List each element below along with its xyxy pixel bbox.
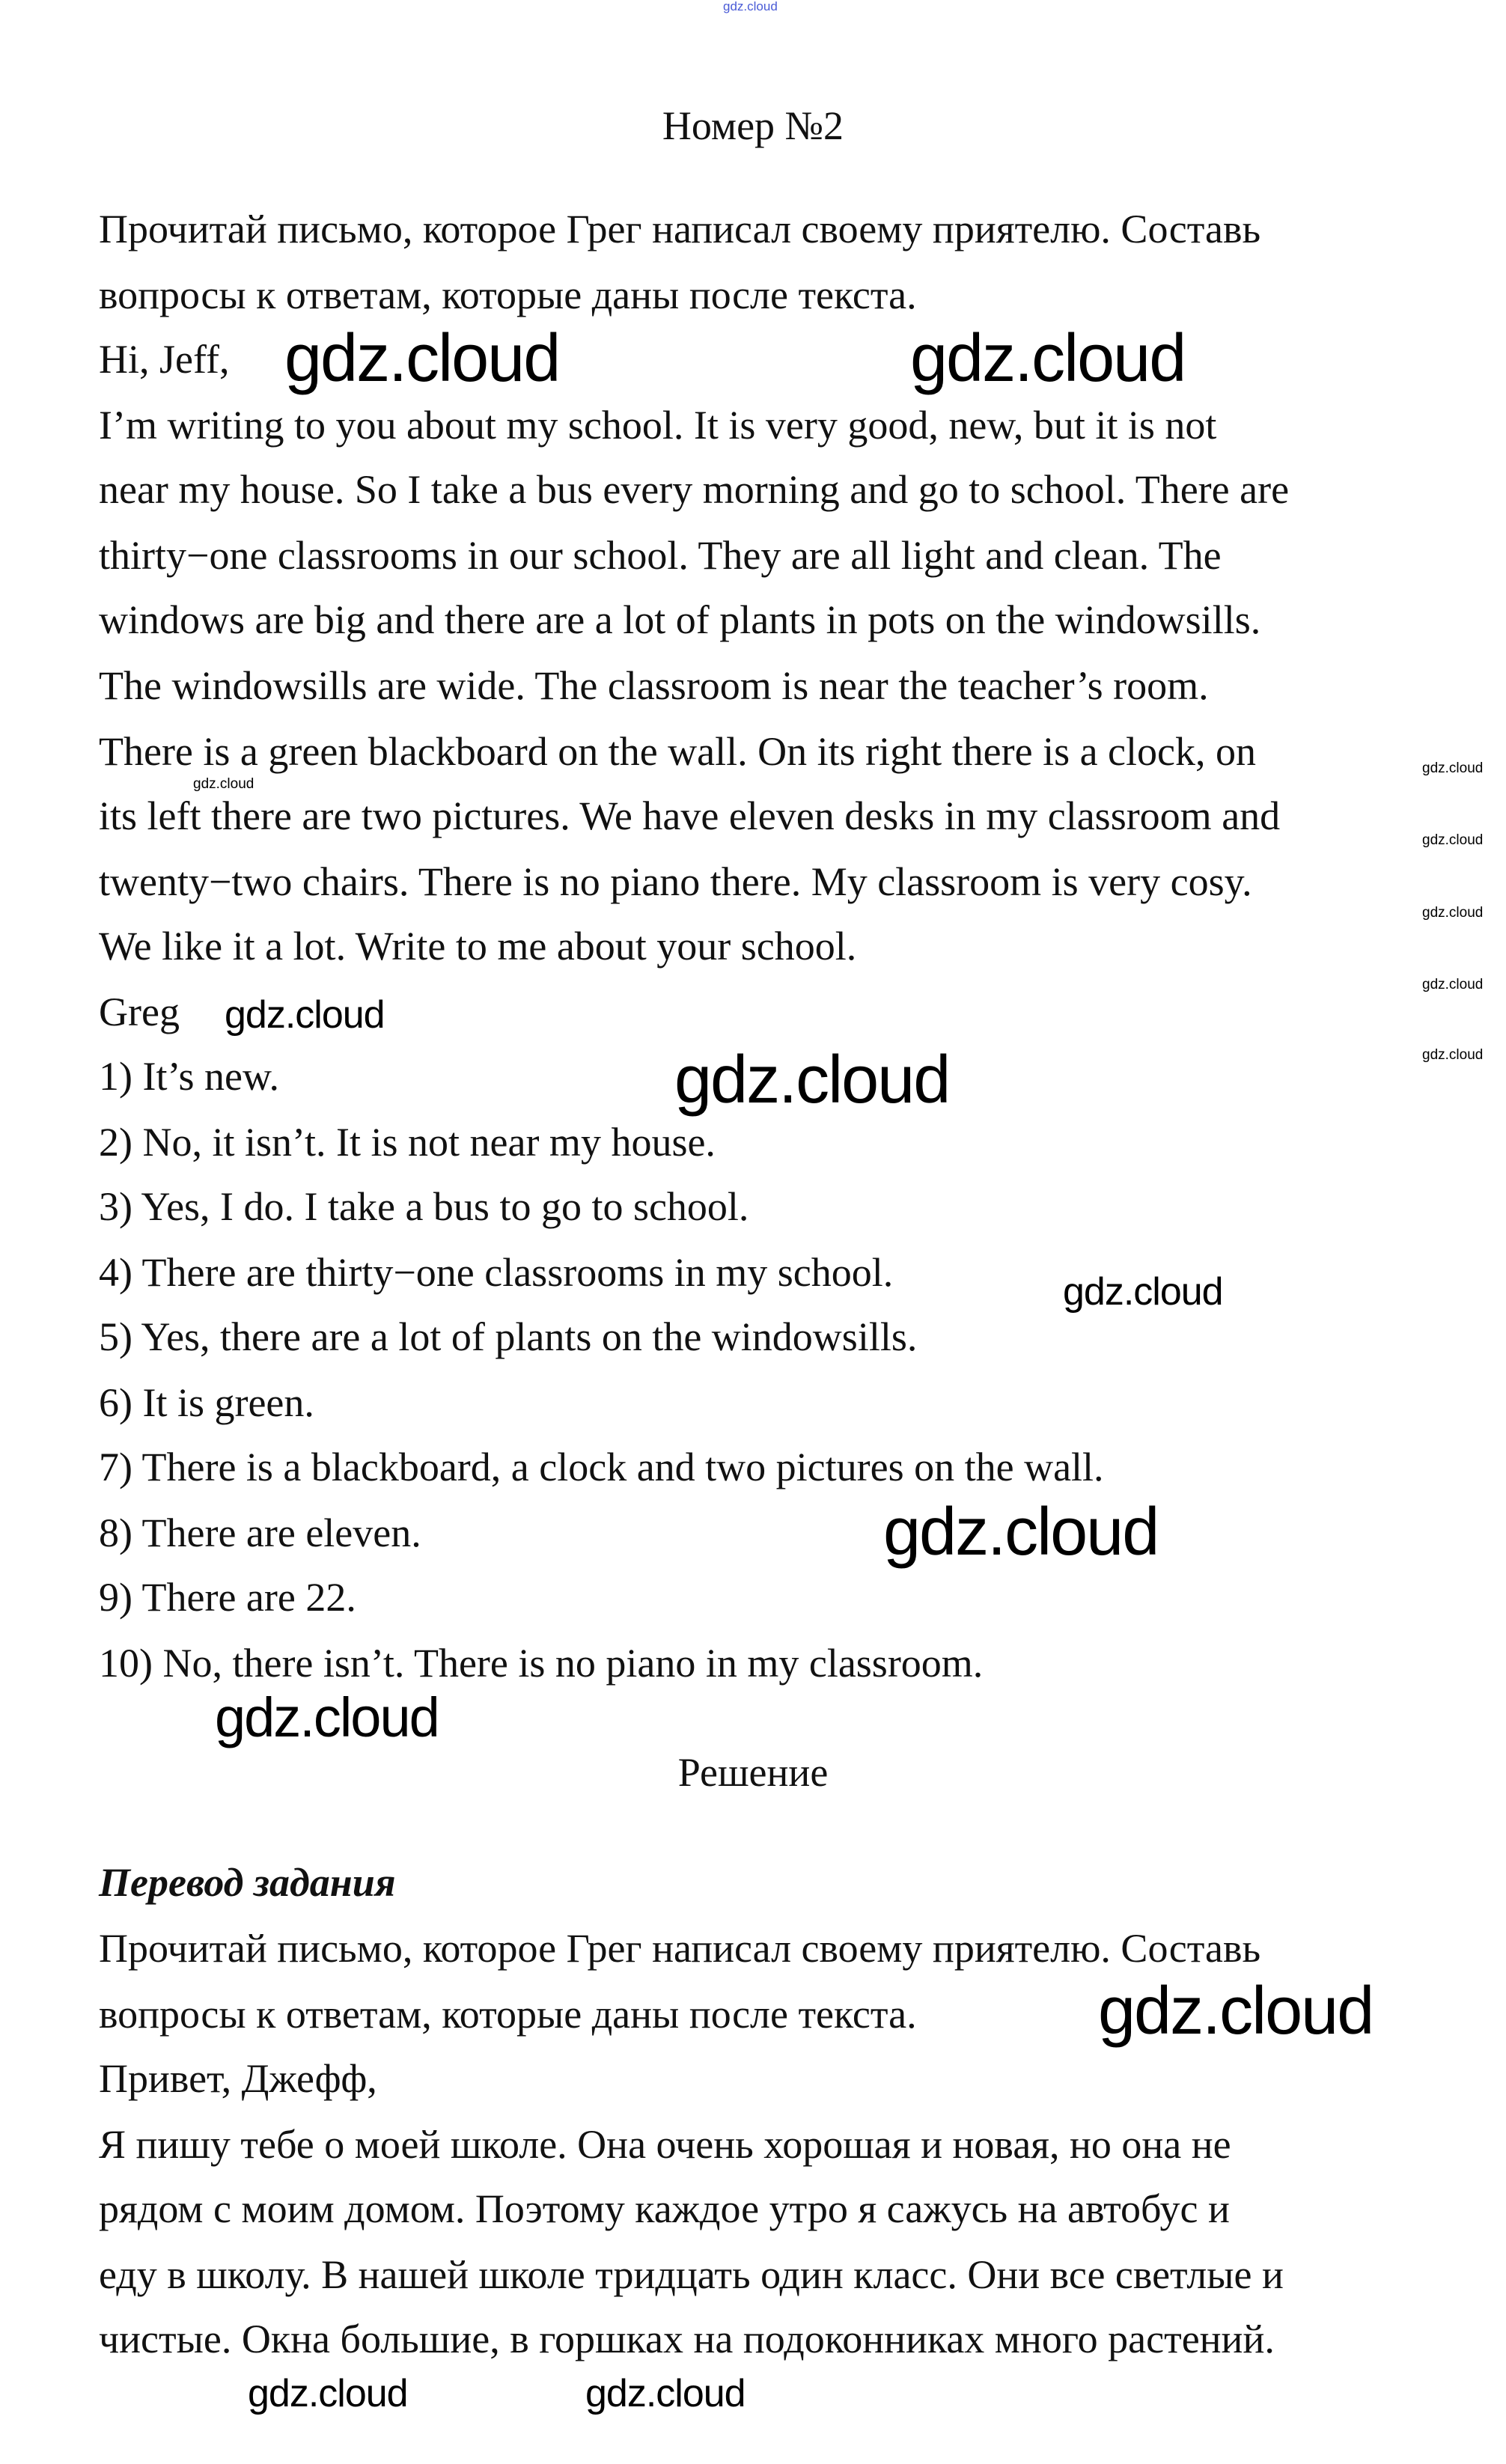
watermark: gdz.cloud: [910, 321, 1186, 396]
translation-line: чистые. Окна большие, в горшках на подоконниках много растений.: [99, 2317, 1275, 2361]
watermark: gdz.cloud: [1422, 977, 1484, 992]
letter-line: I’m writing to you about my school. It is very good, new, but it is not: [99, 403, 1217, 448]
translation-heading: Перевод задания: [99, 1860, 396, 1905]
translation-line: рядом с моим домом. Поэтому каждое утро я сажусь на автобус и: [99, 2186, 1230, 2231]
letter-line: The windowsills are wide. The classroom is near the teacher’s room.: [99, 663, 1209, 708]
letter-line: We like it a lot. Write to me about your school.: [99, 924, 857, 969]
answer-item: 6) It is green.: [99, 1380, 314, 1425]
watermark: gdz.cloud: [883, 1495, 1159, 1570]
watermark: gdz.cloud: [1063, 1270, 1223, 1314]
watermark: gdz.cloud: [1422, 832, 1484, 848]
answer-item: 7) There is a blackboard, a clock and two pictures on the wall.: [99, 1445, 1104, 1489]
letter-line: twenty−two chairs. There is no piano there. My classroom is very cosy.: [99, 859, 1252, 904]
answer-item: 5) Yes, there are a lot of plants on the windowsills.: [99, 1314, 918, 1359]
answer-item: 10) No, there isn’t. There is no piano in my classroom.: [99, 1641, 984, 1686]
letter-signature: Greg: [99, 989, 180, 1034]
letter-line: near my house. So I take a bus every morning and go to school. There are: [99, 467, 1290, 512]
task-line: Прочитай письмо, которое Грег написал своему приятелю. Составь: [99, 207, 1261, 251]
page-title: Номер №2: [662, 103, 844, 148]
watermark: gdz.cloud: [225, 993, 385, 1037]
watermark: gdz.cloud: [674, 1043, 950, 1117]
letter-line: windows are big and there are a lot of plants in pots on the windowsills.: [99, 597, 1261, 642]
translation-line: еду в школу. В нашей школе тридцать один класс. Они все светлые и: [99, 2252, 1284, 2297]
answer-item: 3) Yes, I do. I take a bus to go to school.: [99, 1184, 749, 1229]
answer-item: 2) No, it isn’t. It is not near my house.: [99, 1120, 716, 1165]
watermark: gdz.cloud: [248, 2372, 408, 2415]
letter-line: its left there are two pictures. We have eleven desks in my classroom and: [99, 793, 1281, 838]
letter-line: There is a green blackboard on the wall. On its right there is a clock, on: [99, 729, 1256, 774]
translation-line: Прочитай письмо, которое Грег написал своему приятелю. Составь: [99, 1926, 1261, 1971]
letter-greeting: Hi, Jeff,: [99, 337, 230, 382]
watermark: gdz.cloud: [1422, 1047, 1484, 1063]
solution-heading: Решение: [677, 1750, 829, 1795]
answer-item: 1) It’s new.: [99, 1054, 279, 1099]
header-watermark: gdz.cloud: [723, 0, 778, 13]
task-line: вопросы к ответам, которые даны после текста.: [99, 272, 917, 317]
answer-item: 4) There are thirty−one classrooms in my school.: [99, 1250, 894, 1295]
letter-line: thirty−one classrooms in our school. They are all light and clean. The: [99, 533, 1222, 578]
translation-line: вопросы к ответам, которые даны после текста.: [99, 1992, 917, 2037]
watermark: gdz.cloud: [193, 776, 254, 792]
watermark: gdz.cloud: [284, 321, 560, 396]
watermark: gdz.cloud: [215, 1686, 439, 1748]
watermark: gdz.cloud: [1422, 905, 1484, 921]
answer-item: 9) There are 22.: [99, 1575, 356, 1620]
watermark: gdz.cloud: [1098, 1974, 1374, 2049]
translation-line: Я пишу тебе о моей школе. Она очень хорошая и новая, но она не: [99, 2122, 1231, 2167]
watermark: gdz.cloud: [585, 2372, 746, 2415]
answer-item: 8) There are eleven.: [99, 1510, 421, 1555]
translation-line: Привет, Джефф,: [99, 2056, 377, 2101]
watermark: gdz.cloud: [1422, 760, 1484, 776]
